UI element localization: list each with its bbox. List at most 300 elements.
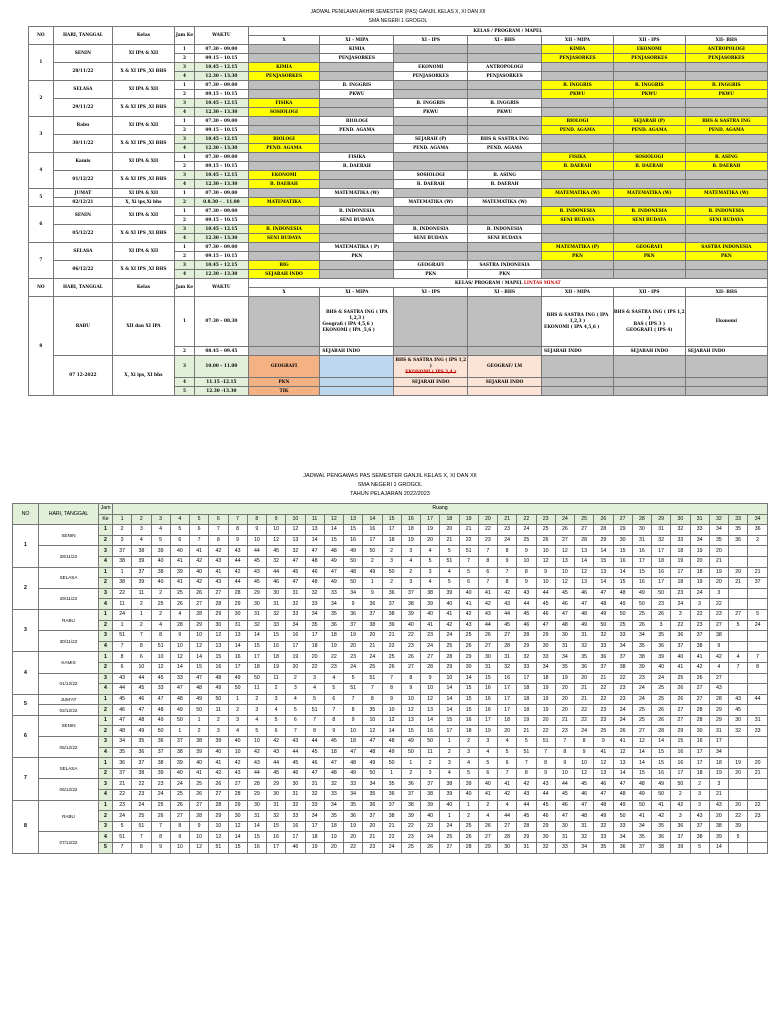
jam-ke: 3	[174, 99, 195, 108]
supervisor-cell: 33	[594, 641, 613, 652]
supervisor-cell: 29	[190, 620, 209, 631]
room-number: 33	[729, 514, 748, 525]
supervisor-cell: 17	[690, 747, 709, 758]
supervisor-cell: 21	[748, 567, 768, 578]
subject-x	[248, 243, 320, 252]
subject-xi-bhs: B. INGGRIS	[468, 99, 542, 108]
supervisor-cell: 22	[459, 535, 478, 546]
supervisor-cell: 16	[478, 684, 497, 695]
supervisor-cell: 10	[267, 525, 286, 536]
supervisor-cell: 15	[401, 726, 420, 737]
supervisor-cell: 50	[247, 673, 266, 684]
sup-day-name: SENIN	[39, 525, 99, 546]
supervisor-cell	[748, 641, 768, 652]
supervisor-cell: 26	[671, 694, 690, 705]
subject-x	[248, 126, 320, 135]
supervisor-cell: 49	[652, 779, 671, 790]
supervisor-cell: 45	[729, 705, 748, 716]
supervisor-cell: 38	[132, 768, 151, 779]
supervisor-cell: 24	[113, 609, 132, 620]
subject-xii-ips: GEOGRAFI	[613, 243, 685, 252]
supervisor-cell: 30	[555, 821, 574, 832]
supervisor-cell: 28	[517, 631, 536, 642]
supervisor-cell: 28	[652, 726, 671, 737]
waktu: 07.30 – 09.00	[195, 45, 248, 54]
supervisor-cell: 38	[363, 620, 382, 631]
supervisor-cell: 14	[228, 641, 247, 652]
supervisor-cell: 12	[190, 843, 209, 854]
supervisor-cell: 44	[498, 811, 517, 822]
supervisor-cell: 8	[382, 684, 401, 695]
subject-xii-ips: PEND. AGAMA	[613, 126, 685, 135]
supervisor-cell: 34	[324, 800, 343, 811]
day-date: 02/12/21	[53, 198, 113, 207]
sup-day-date: 01/12/22	[39, 673, 99, 694]
day-name: SELASA	[53, 81, 113, 99]
subject-xii-ips	[613, 72, 685, 81]
supervisor-cell: 18	[671, 578, 690, 589]
jam-ke: 4	[174, 72, 195, 81]
subject-xii-mipa: B. INDONESIA	[542, 207, 614, 216]
supervisor-cell: 27	[209, 588, 228, 599]
exam-schedule-body	[29, 45, 768, 279]
supervisor-cell: 25	[440, 832, 459, 843]
supervisor-school: SMA NEGERI 1 GROGOL	[357, 482, 423, 488]
supervisor-cell: 36	[671, 631, 690, 642]
supervisor-row	[13, 535, 768, 546]
subject-xi-mipa: PENJASORKES	[320, 54, 394, 63]
supervisor-cell: 19	[536, 684, 555, 695]
supervisor-cell: 4	[498, 800, 517, 811]
day8-xii-mipa1-b: EKONOMI ( IPA 4,5,6 )	[544, 324, 600, 330]
supervisor-cell: 46	[113, 705, 132, 716]
supervisor-cell: 3	[401, 578, 420, 589]
waktu: 07.30 – 09.00	[195, 81, 248, 90]
subject-xii-mipa	[542, 144, 614, 153]
day8-bhs1	[468, 297, 542, 347]
supervisor-cell: 42	[190, 578, 209, 589]
subject-xi-mipa: FISIKA	[320, 153, 394, 162]
day8-waktu5: 12.30 -13.30	[195, 387, 248, 396]
supervisor-cell: 37	[113, 546, 132, 557]
subject-xi-mipa	[320, 171, 394, 180]
supervisor-cell: 16	[632, 578, 651, 589]
supervisor-cell: 12	[575, 567, 594, 578]
supervisor-cell: 47	[324, 567, 343, 578]
kelas-group-1: XI IPA & XII	[113, 81, 175, 99]
supervisor-cell: 48	[305, 556, 324, 567]
supervisor-cell: 27	[440, 843, 459, 854]
supervisor-cell: 28	[421, 662, 440, 673]
room-number: 27	[613, 514, 632, 525]
supervisor-cell: 47	[594, 790, 613, 801]
supervisor-cell: 29	[536, 631, 555, 642]
supervisor-cell: 37	[632, 843, 651, 854]
day-name: SELASA	[53, 243, 113, 261]
supervisor-cell: 45	[305, 747, 324, 758]
supervisor-cell: 9	[555, 758, 574, 769]
room-number: 12	[324, 514, 343, 525]
supervisor-cell: 39	[209, 737, 228, 748]
supervisor-cell: 36	[729, 535, 748, 546]
supervisor-cell: 48	[632, 779, 651, 790]
supervisor-cell: 1	[190, 715, 209, 726]
subject-x	[248, 252, 320, 261]
supervisor-cell: 27	[632, 726, 651, 737]
subject-xii-bhs: BHS & SASTRA ING	[685, 117, 767, 126]
supervisor-cell: 30	[459, 662, 478, 673]
supervisor-cell: 35	[632, 832, 651, 843]
supervisor-cell: 29	[536, 821, 555, 832]
jam-ke: 2	[174, 252, 195, 261]
subject-xi-bhs	[468, 252, 542, 261]
supervisor-cell: 32	[517, 652, 536, 663]
supervisor-cell: 35	[555, 662, 574, 673]
sup-day-name: KAMIS	[39, 652, 99, 673]
subject-xi-bhs: B. DAERAH	[468, 180, 542, 189]
supervisor-cell: 50	[632, 800, 651, 811]
supervisor-cell: 9	[228, 535, 247, 546]
supervisor-cell: 33	[671, 535, 690, 546]
supervisor-cell: 15	[652, 758, 671, 769]
supervisor-cell: 22	[382, 832, 401, 843]
supervisor-cell	[748, 832, 768, 843]
day-name: Rabu	[53, 117, 113, 135]
supervisor-cell: 7	[498, 567, 517, 578]
subject-xi-bhs	[468, 162, 542, 171]
supervisor-cell: 9	[709, 641, 728, 652]
kelas-group-2: X & XI IPS ,XI BHS	[113, 171, 175, 189]
supervisor-cell: 20	[324, 843, 343, 854]
sup-jam-ke: 3	[99, 546, 113, 557]
supervisor-cell: 3	[209, 726, 228, 737]
supervisor-cell: 17	[652, 546, 671, 557]
supervisor-cell: 3	[247, 705, 266, 716]
supervisor-cell: 32	[594, 631, 613, 642]
subject-xii-mipa: KIMIA	[542, 45, 614, 54]
kelas-group-1: XI IPA & XII	[113, 117, 175, 135]
supervisor-cell: 7	[555, 737, 574, 748]
day8-xii-mipa1-a: BHS & SASTRA ING ( IPA 1,2,3 )	[546, 312, 609, 324]
header-x: X	[248, 36, 320, 45]
supervisor-cell: 33	[305, 599, 324, 610]
supervisor-cell: 14	[440, 684, 459, 695]
supervisor-cell: 22	[344, 843, 363, 854]
supervisor-cell: 50	[228, 684, 247, 695]
supervisor-cell: 50	[652, 790, 671, 801]
supervisor-cell: 29	[247, 588, 266, 599]
supervisor-cell: 48	[594, 599, 613, 610]
supervisor-row	[13, 768, 768, 779]
supervisor-cell: 33	[536, 652, 555, 663]
supervisor-cell: 38	[132, 546, 151, 557]
supervisor-cell: 34	[363, 779, 382, 790]
supervisor-cell: 45	[286, 567, 305, 578]
supervisor-cell: 16	[459, 715, 478, 726]
supervisor-cell: 47	[151, 694, 170, 705]
supervisor-cell: 20	[421, 535, 440, 546]
supervisor-cell: 28	[690, 705, 709, 716]
subject-x: B. DAERAH	[248, 180, 320, 189]
sup-jam-ke: 2	[99, 726, 113, 737]
sup-jam-ke: 4	[99, 832, 113, 843]
supervisor-cell: 50	[613, 609, 632, 620]
supervisor-cell: 16	[632, 546, 651, 557]
supervisor-cell: 45	[267, 546, 286, 557]
supervisor-cell: 30	[209, 620, 228, 631]
supervisor-cell: 38	[382, 609, 401, 620]
supervisor-cell: 30	[247, 599, 266, 610]
supervisor-cell: 37	[613, 652, 632, 663]
supervisor-cell: 10	[170, 641, 189, 652]
supervisor-cell: 21	[517, 726, 536, 737]
sup-jam-ke: 2	[99, 705, 113, 716]
supervisor-cell: 2	[401, 768, 420, 779]
subject-xii-bhs	[685, 144, 767, 153]
supervisor-cell: 36	[671, 821, 690, 832]
supervisor-cell: 15	[478, 673, 497, 684]
subject-xii-bhs	[685, 198, 767, 207]
sup-header-jam: Jam	[99, 504, 113, 515]
supervisor-cell: 27	[690, 684, 709, 695]
day8-xii-mipa3	[542, 356, 614, 378]
supervisor-cell	[729, 556, 748, 567]
supervisor-cell: 25	[613, 620, 632, 631]
supervisor-cell: 30	[286, 779, 305, 790]
supervisor-cell: 34	[709, 747, 728, 758]
supervisor-cell: 45	[555, 588, 574, 599]
supervisor-cell: 9	[151, 843, 170, 854]
subject-xi-mipa	[320, 198, 394, 207]
jam-ke: 3	[174, 63, 195, 72]
supervisor-cell: 46	[267, 578, 286, 589]
supervisor-cell: 5	[478, 758, 497, 769]
day8-bhs2	[468, 347, 542, 356]
supervisor-cell: 34	[690, 535, 709, 546]
sup-jam-ke: 4	[99, 641, 113, 652]
supervisor-cell: 26	[209, 779, 228, 790]
supervisor-cell: 17	[652, 578, 671, 589]
supervisor-cell: 1	[170, 726, 189, 737]
supervisor-row	[13, 546, 768, 557]
supervisor-cell: 2	[382, 546, 401, 557]
supervisor-cell: 49	[632, 790, 651, 801]
supervisor-cell: 8	[517, 567, 536, 578]
subject-xii-bhs	[685, 225, 767, 234]
supervisor-cell: 21	[440, 535, 459, 546]
supervisor-cell: 15	[324, 535, 343, 546]
supervisor-cell: 4	[421, 546, 440, 557]
day8-xii-mipa5	[542, 387, 614, 396]
supervisor-cell: 44	[498, 609, 517, 620]
subject-x: PENJASORKES	[248, 72, 320, 81]
supervisor-cell: 49	[324, 556, 343, 567]
supervisor-cell: 37	[671, 641, 690, 652]
supervisor-cell: 15	[459, 705, 478, 716]
subject-xii-bhs: ANTROPOLOGI	[685, 45, 767, 54]
supervisor-header-row	[13, 504, 768, 515]
supervisor-cell: 14	[575, 556, 594, 567]
supervisor-cell: 20	[729, 567, 748, 578]
supervisor-cell: 3	[440, 758, 459, 769]
supervisor-cell: 2	[113, 525, 132, 536]
supervisor-cell: 48	[613, 790, 632, 801]
supervisor-cell: 18	[401, 525, 420, 536]
supervisor-cell: 40	[421, 609, 440, 620]
room-number: 24	[555, 514, 574, 525]
subject-xi-bhs	[468, 90, 542, 99]
supervisor-cell: 45	[517, 811, 536, 822]
supervisor-cell: 20	[729, 800, 748, 811]
subject-xi-ips: PENJASORKES	[394, 72, 468, 81]
kelas-group-2: X & XI IPS ,XI BHS	[113, 225, 175, 243]
supervisor-cell: 9	[536, 567, 555, 578]
supervisor-cell: 20	[575, 673, 594, 684]
supervisor-cell: 17	[709, 737, 728, 748]
supervisor-cell: 51	[459, 546, 478, 557]
supervisor-row	[13, 599, 768, 610]
supervisor-cell: 10	[190, 631, 209, 642]
supervisor-cell: 1	[401, 758, 420, 769]
supervisor-cell: 16	[286, 631, 305, 642]
supervisor-cell: 19	[267, 662, 286, 673]
supervisor-cell: 31	[267, 800, 286, 811]
supervisor-cell: 29	[709, 715, 728, 726]
supervisor-cell: 5	[113, 821, 132, 832]
day8-kelas2: X, Xi ips, XI bhs	[113, 356, 175, 396]
subject-xii-ips	[613, 63, 685, 72]
supervisor-cell: 33	[344, 779, 363, 790]
supervisor-cell: 26	[459, 641, 478, 652]
supervisor-cell: 21	[113, 779, 132, 790]
subject-xi-ips	[394, 90, 468, 99]
subject-xi-mipa	[320, 225, 394, 234]
supervisor-cell: 51	[113, 631, 132, 642]
supervisor-cell: 10	[363, 715, 382, 726]
sup-header-ruang: Ruang	[113, 504, 768, 515]
supervisor-cell: 42	[478, 599, 497, 610]
supervisor-cell: 8	[132, 843, 151, 854]
supervisor-cell: 22	[324, 652, 343, 663]
supervisor-cell	[748, 779, 768, 790]
supervisor-cell: 44	[517, 800, 536, 811]
supervisor-cell: 38	[382, 811, 401, 822]
supervisor-cell: 29	[613, 525, 632, 536]
sup-day-name: RABU	[39, 800, 99, 832]
jam-ke: 1	[174, 45, 195, 54]
supervisor-cell: 14	[632, 747, 651, 758]
supervisor-cell: 32	[729, 726, 748, 737]
subject-xii-mipa	[542, 234, 614, 243]
supervisor-cell: 15	[613, 546, 632, 557]
supervisor-cell: 35	[729, 525, 748, 536]
day8-xii-bhs5	[685, 387, 767, 396]
supervisor-cell: 46	[305, 567, 324, 578]
supervisor-cell: 34	[305, 609, 324, 620]
supervisor-cell: 37	[690, 821, 709, 832]
waktu: 12.30 – 13.30	[195, 234, 248, 243]
subject-xii-mipa	[542, 108, 614, 117]
header2-xi-bhs: XI - BHS	[468, 288, 542, 297]
subject-xii-bhs	[685, 99, 767, 108]
supervisor-cell: 7	[190, 535, 209, 546]
supervisor-cell: 5	[286, 705, 305, 716]
waktu: 07.30 – 09.00	[195, 189, 248, 198]
supervisor-cell: 31	[286, 790, 305, 801]
supervisor-cell: 20	[440, 525, 459, 536]
supervisor-cell: 17	[247, 652, 266, 663]
supervisor-cell: 39	[401, 811, 420, 822]
supervisor-cell: 28	[228, 790, 247, 801]
supervisor-cell: 36	[344, 609, 363, 620]
subject-xi-bhs	[468, 81, 542, 90]
supervisor-cell: 2	[440, 747, 459, 758]
supervisor-cell: 28	[209, 599, 228, 610]
day-date: 28/11/22	[53, 63, 113, 81]
supervisor-cell: 27	[671, 705, 690, 716]
supervisor-cell: 30	[228, 609, 247, 620]
supervisor-cell: 1	[382, 768, 401, 779]
room-number: 18	[440, 514, 459, 525]
supervisor-cell: 15	[594, 556, 613, 567]
supervisor-cell: 46	[132, 694, 151, 705]
supervisor-cell: 14	[632, 758, 651, 769]
subject-xii-bhs: B. INDONESIA	[685, 207, 767, 216]
supervisor-cell: 14	[247, 631, 266, 642]
supervisor-cell: 48	[190, 684, 209, 695]
supervisor-cell: 26	[536, 535, 555, 546]
supervisor-cell: 24	[517, 525, 536, 536]
supervisor-cell: 16	[267, 641, 286, 652]
supervisor-cell: 49	[363, 567, 382, 578]
supervisor-cell: 49	[170, 705, 189, 716]
supervisor-cell: 16	[671, 758, 690, 769]
supervisor-cell: 16	[247, 843, 266, 854]
supervisor-cell: 19	[305, 843, 324, 854]
supervisor-cell: 22	[132, 779, 151, 790]
supervisor-cell: 39	[632, 662, 651, 673]
supervisor-cell: 40	[151, 578, 170, 589]
supervisor-cell: 7	[113, 843, 132, 854]
supervisor-cell: 40	[459, 790, 478, 801]
supervisor-cell: 8	[478, 556, 497, 567]
supervisor-cell: 19	[536, 694, 555, 705]
supervisor-cell: 34	[613, 832, 632, 843]
waktu: 12.30 – 13.30	[195, 144, 248, 153]
subject-xii-ips: EKONOMI	[613, 45, 685, 54]
supervisor-cell: 6	[478, 768, 497, 779]
supervisor-cell: 50	[363, 546, 382, 557]
subject-xi-bhs: PKWU	[468, 108, 542, 117]
supervisor-cell: 48	[344, 567, 363, 578]
supervisor-cell: 47	[536, 620, 555, 631]
supervisor-cell: 30	[498, 843, 517, 854]
supervisor-cell: 44	[267, 758, 286, 769]
supervisor-cell: 24	[632, 694, 651, 705]
supervisor-cell: 25	[632, 609, 651, 620]
supervisor-cell: 11	[132, 588, 151, 599]
supervisor-cell: 9	[498, 556, 517, 567]
waktu: 12.30 – 13.30	[195, 72, 248, 81]
supervisor-cell: 25	[594, 726, 613, 737]
exam-slot-row	[29, 198, 768, 207]
supervisor-cell: 30	[247, 800, 266, 811]
supervisor-cell: 31	[478, 662, 497, 673]
supervisor-row	[13, 790, 768, 801]
supervisor-cell: 31	[555, 641, 574, 652]
supervisor-cell: 36	[113, 758, 132, 769]
supervisor-cell: 42	[267, 737, 286, 748]
